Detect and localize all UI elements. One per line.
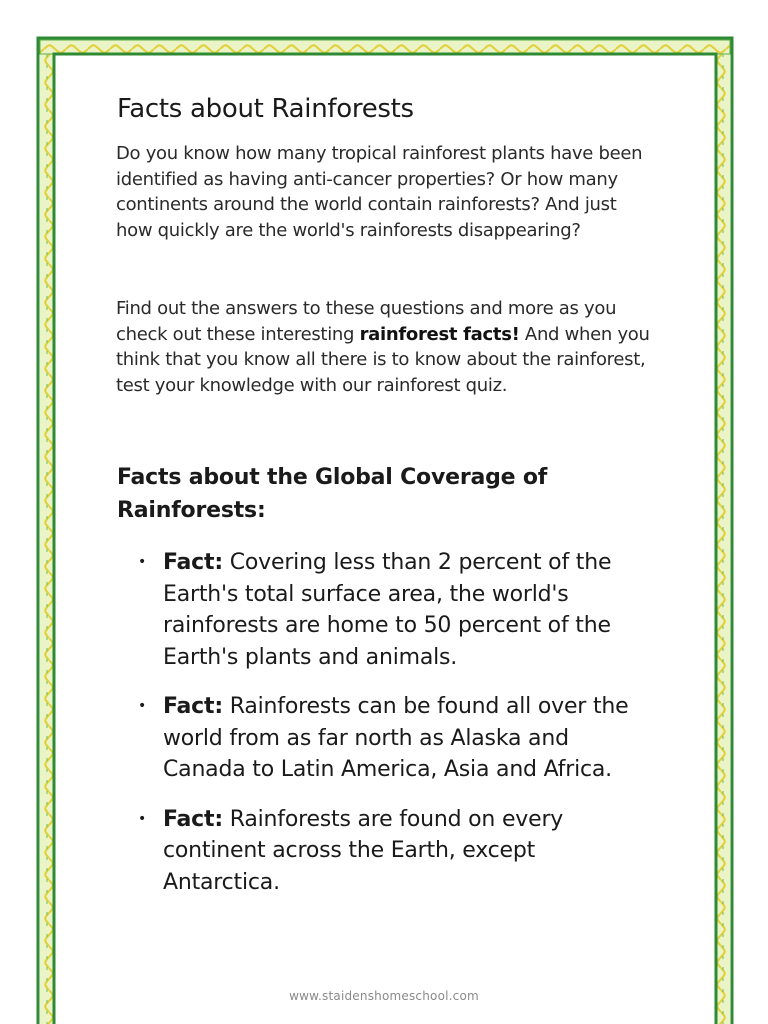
second-paragraph-text: Find out the answers to these questions and more as you check out these interesting bbox=[116, 298, 617, 345]
bullet-icon: • bbox=[138, 810, 147, 827]
fact-text: Rainforests can be found all over the world from as far north as Alaska and Canada to Latin America, Asia and Africa. bbox=[163, 694, 629, 782]
footer-url: www.staidenshomeschool.com bbox=[289, 989, 479, 1003]
bullet-icon: • bbox=[138, 698, 147, 714]
page-title: Facts about Rainforests bbox=[117, 94, 414, 124]
fact-label: Fact: bbox=[163, 550, 223, 575]
intro-paragraph: Do you know how many tropical rainforest plants have been identified as having anti-cancer properties? Or how many continents around the world contain rainforests? And just how quickly are the world's rainforests disappearing? bbox=[116, 143, 643, 241]
list-item bbox=[0, 804, 653, 899]
fact-text: Covering less than 2 percent of the Earth's total surface area, the world's rainforests are home to 50 percent of the Earth's plants and animals. bbox=[163, 550, 612, 670]
list-item bbox=[0, 547, 653, 673]
list-item bbox=[0, 691, 653, 786]
fact-text: Rainforests are found on every continent across the Earth, except Antarctica. bbox=[163, 806, 564, 895]
bullet-icon: • bbox=[138, 554, 147, 570]
rainforest-facts-emphasis: rainforest facts! bbox=[359, 323, 520, 345]
second-paragraph-text-end: And when you think that you know all there is to know about the rainforest, test your knowledge with our rainforest quiz. bbox=[116, 323, 650, 396]
fact-label: Fact: bbox=[163, 694, 223, 719]
second-paragraph bbox=[116, 296, 656, 398]
section-heading: Facts about the Global Coverage of Rainforests: bbox=[117, 465, 548, 523]
fact-label: Fact: bbox=[163, 806, 223, 832]
facts-list bbox=[0, 547, 768, 916]
